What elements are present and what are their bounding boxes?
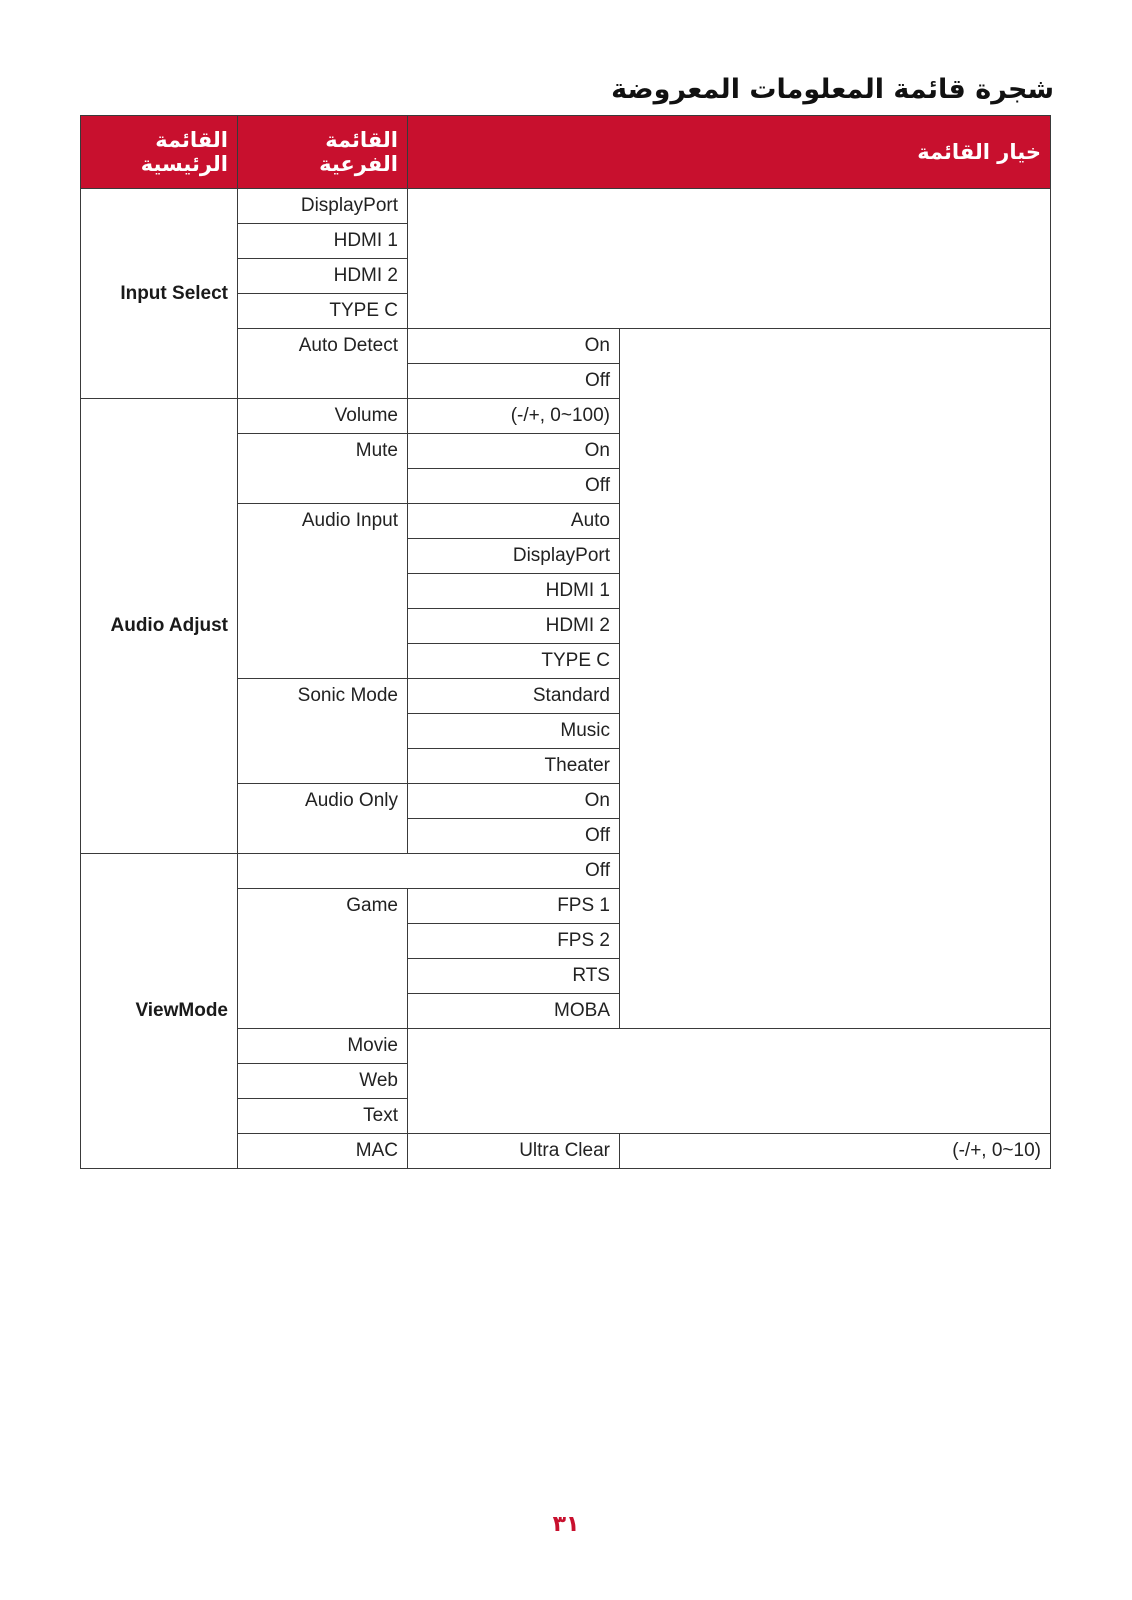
sub-menu-item: Movie [238, 1029, 408, 1064]
option-item: (-/+, 0~100) [408, 399, 620, 434]
sub-menu-item: Text [238, 1099, 408, 1134]
option-item: FPS 1 [408, 889, 620, 924]
main-menu-viewmode: ViewMode [81, 854, 238, 1169]
option-item: On [408, 329, 620, 364]
sub-menu-item: Auto Detect [238, 329, 408, 399]
empty-cell [620, 329, 1051, 1029]
option-item: Off [238, 854, 620, 889]
header-sub-menu: القائمة الفرعية [238, 116, 408, 189]
page-title: شجرة قائمة المعلومات المعروضة [611, 74, 1054, 105]
option-item: DisplayPort [408, 539, 620, 574]
main-menu-input-select: Input Select [81, 189, 238, 399]
main-menu-audio-adjust: Audio Adjust [81, 399, 238, 854]
sub-menu-item: Sonic Mode [238, 679, 408, 784]
sub-menu-item: Mute [238, 434, 408, 504]
option-item: Off [408, 469, 620, 504]
option-item: Ultra Clear [408, 1134, 620, 1169]
option-item: TYPE C [408, 644, 620, 679]
option-item: Off [408, 364, 620, 399]
sub-menu-item: Volume [238, 399, 408, 434]
osd-menu-tree-table [80, 115, 1051, 1169]
sub-menu-item: TYPE C [238, 294, 408, 329]
option-item: FPS 2 [408, 924, 620, 959]
sub-menu-item: MAC [238, 1134, 408, 1169]
sub-menu-item: Audio Input [238, 504, 408, 679]
option-item: (-/+, 0~10) [620, 1134, 1051, 1169]
option-item: Theater [408, 749, 620, 784]
option-item: HDMI 2 [408, 609, 620, 644]
sub-menu-item: HDMI 2 [238, 259, 408, 294]
header-menu-option: خيار القائمة [408, 116, 1051, 189]
option-item: On [408, 784, 620, 819]
sub-menu-item: HDMI 1 [238, 224, 408, 259]
option-item: Auto [408, 504, 620, 539]
option-item: Off [408, 819, 620, 854]
option-item: Music [408, 714, 620, 749]
sub-menu-item: DisplayPort [238, 189, 408, 224]
table-row [81, 189, 1051, 224]
sub-menu-item: Audio Only [238, 784, 408, 854]
option-item: MOBA [408, 994, 620, 1029]
page-number: ٣١ [552, 1512, 580, 1537]
header-row [81, 116, 1051, 189]
empty-cell [408, 189, 1051, 329]
sub-menu-item: Web [238, 1064, 408, 1099]
header-main-menu: القائمة الرئيسية [81, 116, 238, 189]
option-item: On [408, 434, 620, 469]
option-item: HDMI 1 [408, 574, 620, 609]
option-item: Standard [408, 679, 620, 714]
option-item: RTS [408, 959, 620, 994]
empty-cell [408, 1029, 1051, 1134]
sub-menu-item: Game [238, 889, 408, 1029]
